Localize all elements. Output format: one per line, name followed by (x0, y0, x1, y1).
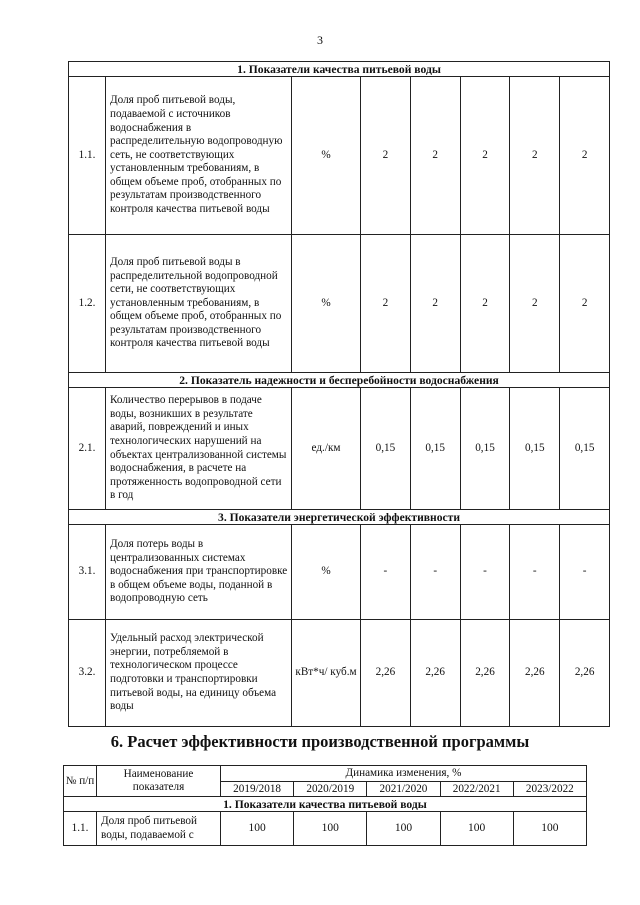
indicator-name: Количество перерывов в подаче воды, возникших в результате аварий, повреждений и иных технологических нарушений на объектах централизованной системы водоснабжения, в расчете на протяженность водопроводной сети в год (106, 388, 292, 510)
row-number: 3.2. (69, 620, 106, 727)
page-number: 3 (317, 33, 323, 47)
value-cell: 0,15 (410, 388, 460, 510)
indicator-name: Удельный расход электрической энергии, потребляемой в технологическом процессе подготовки и транспортировки питьевой воды, на единицу объема воды (106, 620, 292, 727)
value-cell: 0,15 (460, 388, 510, 510)
value-cell: 2 (510, 235, 560, 373)
value-cell: 2,26 (560, 620, 610, 727)
indicators-table (68, 61, 610, 727)
table-row (69, 388, 610, 510)
value-cell: - (510, 525, 560, 620)
year-header: 2020/2019 (294, 782, 367, 797)
section-heading: 6. Расчет эффективности производственной программы (110, 732, 530, 751)
section-title: 2. Показатель надежности и бесперебойности водоснабжения (69, 373, 610, 388)
value-cell: 100 (367, 812, 440, 846)
value-cell: 100 (440, 812, 513, 846)
value-cell: 2 (560, 77, 610, 235)
value-cell: 2,26 (410, 620, 460, 727)
column-header-number: № п/п (64, 766, 97, 797)
indicator-name: Доля потерь воды в централизованных системах водоснабжения при транспортировке в общем объеме воды, поданной в водопроводную сеть (106, 525, 292, 620)
indicator-name: Доля проб питьевой воды в распределительной водопроводной сети, не соответствующих установленным требованиям, в общем объеме проб, отобранных по результатам производственного контроля качества питьевой воды (106, 235, 292, 373)
value-cell: 2 (410, 77, 460, 235)
value-cell: 2 (460, 235, 510, 373)
value-cell: 0,15 (560, 388, 610, 510)
value-cell: - (410, 525, 460, 620)
table-row (64, 812, 587, 846)
value-cell: 2,26 (460, 620, 510, 727)
section-title: 1. Показатели качества питьевой воды (69, 62, 610, 77)
table-row (69, 77, 610, 235)
indicator-name: Доля проб питьевой воды, подаваемой с источников водоснабжения в распределительную водопроводную сеть, не соответствующих установленным требованиям, в общем объеме проб, отобранных по результатам производственного контроля качества питьевой воды (106, 77, 292, 235)
value-cell: - (460, 525, 510, 620)
value-cell: - (361, 525, 411, 620)
unit-cell: % (292, 525, 361, 620)
table-row (69, 620, 610, 727)
table-row (69, 525, 610, 620)
efficiency-table (63, 765, 587, 846)
row-number: 1.1. (64, 812, 97, 846)
unit-cell: ед./км (292, 388, 361, 510)
unit-cell: % (292, 235, 361, 373)
table-row (69, 235, 610, 373)
value-cell: 0,15 (361, 388, 411, 510)
value-cell: 100 (513, 812, 586, 846)
section-title: 1. Показатели качества питьевой воды (64, 797, 587, 812)
value-cell: 2,26 (510, 620, 560, 727)
column-header-name: Наименование показателя (97, 766, 221, 797)
value-cell: 100 (221, 812, 294, 846)
value-cell: 0,15 (510, 388, 560, 510)
year-header: 2019/2018 (221, 782, 294, 797)
row-number: 1.1. (69, 77, 106, 235)
value-cell: - (560, 525, 610, 620)
row-number: 1.2. (69, 235, 106, 373)
indicator-name: Доля проб питьевой воды, подаваемой с (97, 812, 221, 846)
value-cell: 2 (460, 77, 510, 235)
value-cell: 2,26 (361, 620, 411, 727)
year-header: 2022/2021 (440, 782, 513, 797)
value-cell: 2 (510, 77, 560, 235)
value-cell: 100 (294, 812, 367, 846)
unit-cell: % (292, 77, 361, 235)
row-number: 2.1. (69, 388, 106, 510)
section-title: 3. Показатели энергетической эффективности (69, 510, 610, 525)
column-header-dynamics: Динамика изменения, % (221, 766, 587, 782)
year-header: 2023/2022 (513, 782, 586, 797)
value-cell: 2 (410, 235, 460, 373)
unit-cell: кВт*ч/ куб.м (292, 620, 361, 727)
value-cell: 2 (361, 235, 411, 373)
row-number: 3.1. (69, 525, 106, 620)
value-cell: 2 (361, 77, 411, 235)
value-cell: 2 (560, 235, 610, 373)
year-header: 2021/2020 (367, 782, 440, 797)
